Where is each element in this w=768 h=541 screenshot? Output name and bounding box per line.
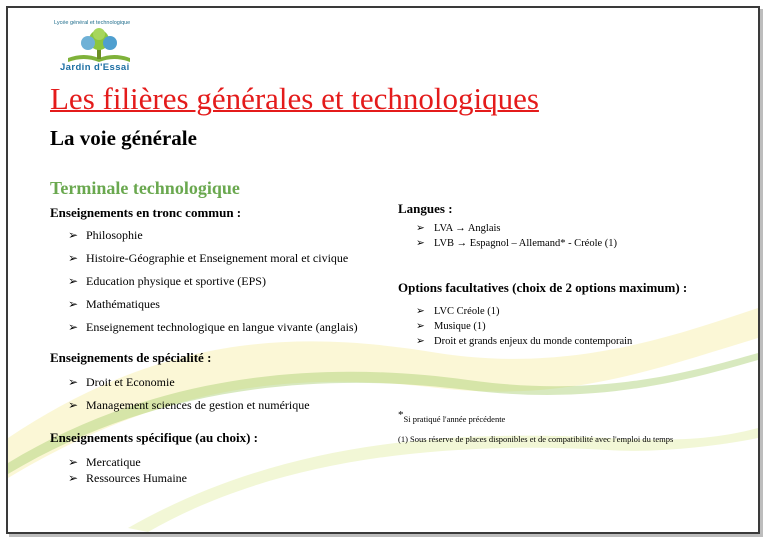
arrow-bullet-icon: ➢ — [416, 238, 425, 249]
section-title: Terminale technologique — [50, 178, 240, 198]
specialite-list — [68, 374, 310, 420]
arrow-bullet-icon: ➢ — [68, 398, 79, 412]
list-item: ➢ LVA → Anglais — [416, 223, 501, 234]
list-item: ➢ Mercatique — [68, 455, 141, 469]
list-item: ➢ Droit et Economie — [68, 375, 175, 389]
list-item: ➢ Droit et grands enjeux du monde contemporain — [416, 336, 633, 347]
tronc-commun-list — [68, 227, 358, 342]
asterisk-mark: * — [398, 409, 404, 421]
specialite-heading: Enseignements de spécialité : — [50, 350, 212, 365]
asterisk-note: *Si pratiqué l'année précédente — [398, 409, 506, 424]
arrow-bullet-icon: ➢ — [68, 375, 79, 389]
langues-heading: Langues : — [398, 201, 453, 216]
options-list — [416, 305, 632, 350]
arrow-bullet-icon: ➢ — [416, 321, 425, 332]
list-item: ➢ LVB → Espagnol – Allemand* - Créole (1) — [416, 238, 618, 249]
reserve-note: (1) Sous réserve de places disponibles et de compatibilité avec l'emploi du temps — [398, 434, 674, 444]
arrow-bullet-icon: ➢ — [68, 297, 79, 311]
options-heading: Options facultatives (choix de 2 options maximum) : — [398, 280, 688, 295]
specifique-list — [68, 454, 187, 486]
arrow-bullet-icon: ➢ — [68, 251, 79, 265]
arrow-bullet-icon: ➢ — [416, 336, 425, 347]
list-item: ➢ Management sciences de gestion et numérique — [68, 398, 310, 412]
arrow-bullet-icon: ➢ — [68, 228, 79, 242]
list-item: ➢ Mathématiques — [68, 297, 160, 311]
list-item: ➢ Musique (1) — [416, 321, 486, 332]
arrow-bullet-icon: ➢ — [68, 471, 79, 485]
list-item: ➢ Philosophie — [68, 228, 143, 242]
page-subtitle: La voie générale — [50, 126, 197, 150]
tree-book-logo-icon — [64, 28, 134, 64]
logo-name: Jardin d'Essai — [60, 62, 130, 73]
arrow-bullet-icon: ➢ — [68, 274, 79, 288]
page-title: Les filières générales et technologiques — [50, 81, 539, 116]
specifique-heading: Enseignements spécifique (au choix) : — [50, 430, 258, 445]
document-page — [6, 6, 760, 534]
arrow-bullet-icon: ➢ — [68, 320, 79, 334]
school-logo — [54, 20, 149, 76]
langues-list — [416, 222, 617, 252]
arrow-bullet-icon: ➢ — [68, 455, 79, 469]
list-item: ➢ Ressources Humaine — [68, 471, 187, 485]
list-item: ➢ Histoire-Géographie et Enseignement moral et civique — [68, 251, 349, 265]
list-item: ➢ Education physique et sportive (EPS) — [68, 274, 266, 288]
logo-top-text: Lycée général et technologique — [54, 20, 131, 26]
list-item: ➢ LVC Créole (1) — [416, 306, 500, 317]
arrow-bullet-icon: ➢ — [416, 306, 425, 317]
tronc-commun-heading: Enseignements en tronc commun : — [50, 205, 242, 220]
arrow-bullet-icon: ➢ — [416, 223, 425, 234]
list-item: ➢ Enseignement technologique en langue vivante (anglais) — [68, 320, 358, 334]
